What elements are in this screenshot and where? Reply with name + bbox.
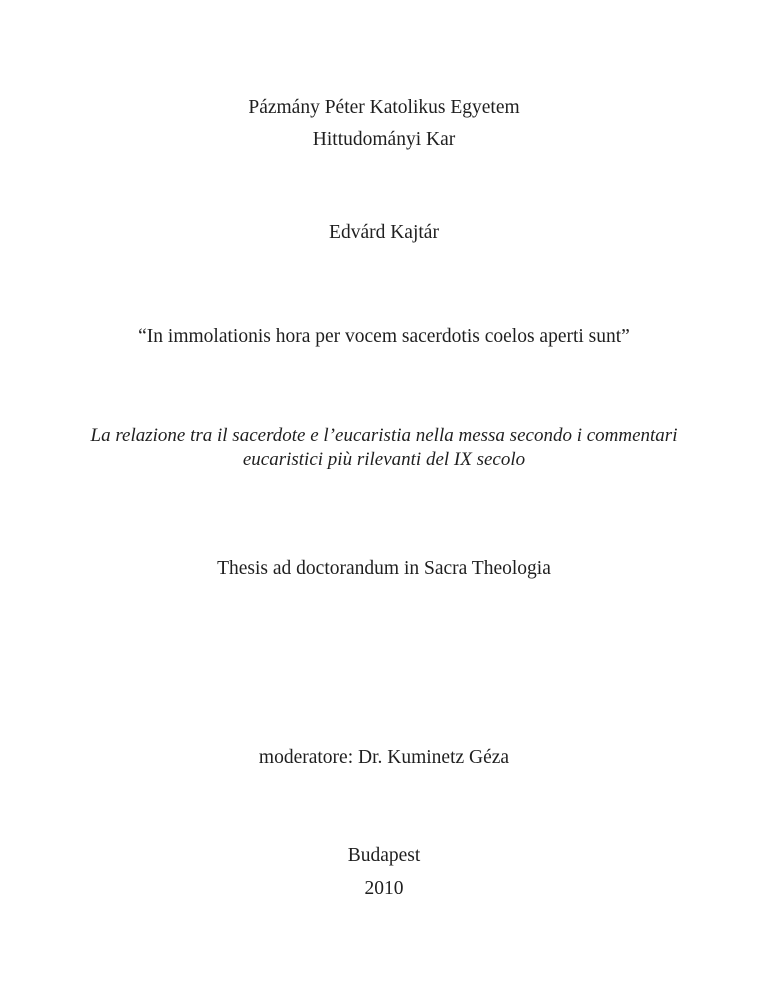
moderator-line: moderatore: Dr. Kuminetz Géza	[258, 747, 510, 768]
thesis-quote-title: “In immolationis hora per vocem sacerdotis coelos aperti sunt”	[138, 326, 630, 347]
faculty-name: Hittudományi Kar	[312, 129, 456, 150]
thesis-statement: Thesis ad doctorandum in Sacra Theologia	[217, 558, 551, 579]
city: Budapest	[347, 845, 421, 866]
university-name: Pázmány Péter Katolikus Egyetem	[248, 97, 520, 118]
author-name: Edvárd Kajtár	[329, 222, 439, 243]
thesis-subtitle	[0, 424, 768, 472]
university-block	[0, 92, 768, 156]
thesis-subtitle-line-1: La relazione tra il sacerdote e l’eucaristia nella messa secondo i commentari	[90, 425, 678, 446]
year: 2010	[364, 878, 404, 899]
thesis-subtitle-line-2: eucaristici più rilevanti del IX secolo	[242, 449, 526, 470]
